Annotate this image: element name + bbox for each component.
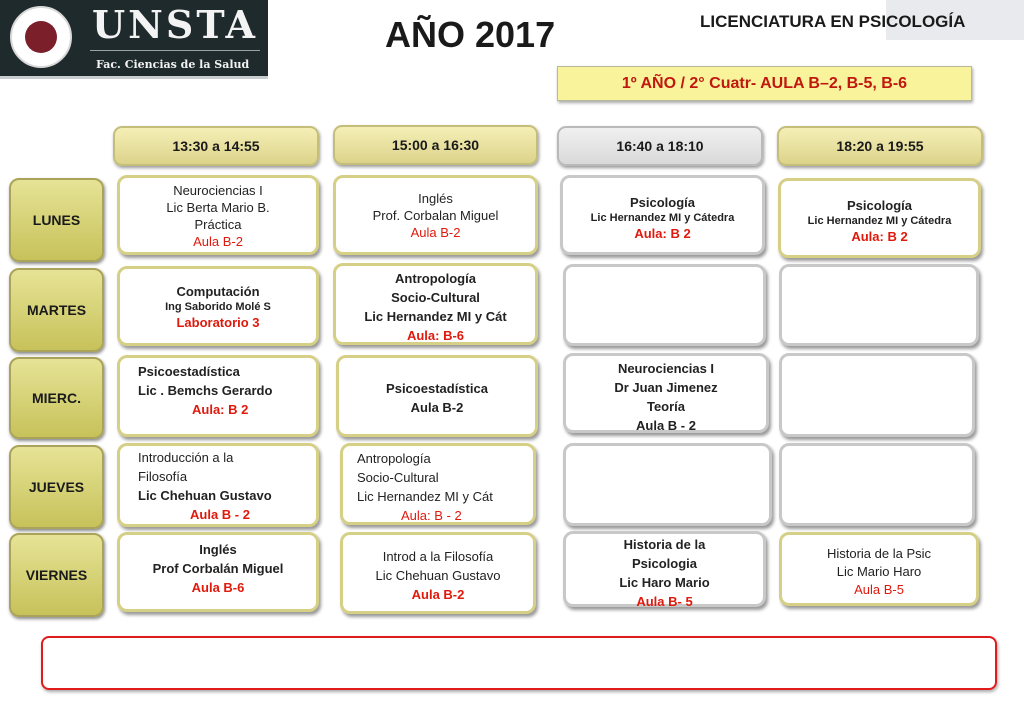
class-teacher: Lic Chehuan Gustavo [138, 488, 272, 503]
class-teacher: Lic Hernandez MI y Cátedra [807, 215, 952, 227]
class-teacher: Lic Berta Mario B. [166, 200, 270, 215]
year-title: AÑO 2017 [385, 14, 556, 55]
class-cell-martes-1 [117, 266, 319, 346]
class-room: Aula: B 2 [192, 402, 249, 417]
notes-box [41, 636, 997, 690]
class-cell-viernes-2 [340, 532, 536, 614]
time-slot-2: 15:00 a 16:30 [333, 125, 538, 165]
class-subject: Psicoestadística [386, 381, 488, 396]
class-type: Práctica [194, 217, 242, 232]
class-subject: Historia de la [623, 537, 706, 552]
class-room: Aula B-6 [191, 580, 245, 595]
class-subject: Neurociencias I [617, 361, 715, 376]
class-room: Aula B-2 [193, 234, 243, 249]
time-slot-4: 18:20 a 19:55 [777, 126, 983, 166]
class-subject-cont: Socio-Cultural [391, 290, 480, 305]
class-room: Aula: B 2 [851, 229, 908, 244]
class-cell-martes-2 [333, 263, 538, 345]
class-cell-martes-3-empty [563, 264, 766, 346]
class-room: Aula B-2 [410, 400, 464, 415]
class-subject: Introd a la Filosofía [382, 549, 494, 564]
class-room: Laboratorio 3 [176, 315, 260, 330]
class-teacher: Prof Corbalán Miguel [152, 561, 284, 576]
class-subject: Historia de la Psic [826, 546, 932, 561]
class-cell-viernes-3 [563, 531, 766, 607]
day-martes: MARTES [9, 268, 104, 352]
class-cell-viernes-1 [117, 532, 319, 612]
class-room: Aula B - 2 [190, 507, 250, 522]
class-teacher: Lic . Bemchs Gerardo [138, 383, 273, 398]
class-type: Teoría [646, 399, 686, 414]
class-cell-miercoles-4-empty [779, 353, 975, 437]
class-subject: Inglés [418, 191, 453, 206]
class-subject: Antropología [357, 451, 431, 466]
class-cell-lunes-1 [117, 175, 319, 255]
career-title: LICENCIATURA EN PSICOLOGÍA [700, 12, 966, 31]
class-room: Aula B - 2 [636, 418, 696, 433]
day-viernes: VIERNES [9, 533, 104, 617]
class-teacher: Lic Hernandez MI y Cát [357, 489, 493, 504]
faculty-name: Fac. Ciencias de la Salud [96, 58, 250, 71]
university-seal-icon [10, 6, 72, 68]
class-room: Aula B- 5 [636, 594, 693, 609]
class-subject: Psicoestadística [138, 364, 240, 379]
class-teacher: Lic Haro Mario [619, 575, 710, 590]
class-subject: Introducción a la [138, 450, 234, 465]
class-cell-martes-4-empty [779, 264, 979, 346]
logo-divider [90, 50, 260, 51]
class-cell-lunes-3 [560, 175, 765, 255]
class-room: Aula: B - 2 [401, 508, 462, 523]
class-teacher: Dr Juan Jimenez [614, 380, 718, 395]
day-lunes: LUNES [9, 178, 104, 262]
class-cell-jueves-1 [117, 443, 319, 527]
class-teacher: Prof. Corbalan Miguel [372, 208, 499, 223]
class-cell-jueves-2 [340, 443, 536, 525]
class-subject: Computación [176, 284, 260, 299]
class-subject-cont: Filosofía [138, 469, 188, 484]
class-cell-lunes-4 [778, 178, 981, 258]
class-room: Aula B-5 [854, 582, 904, 597]
class-room: Aula: B-6 [406, 328, 465, 343]
class-cell-miercoles-1 [117, 355, 319, 437]
class-teacher: Ing Saborido Molé S [165, 301, 271, 313]
time-slot-3: 16:40 a 18:10 [557, 126, 763, 166]
class-subject-cont: Socio-Cultural [357, 470, 439, 485]
university-name: UNSTA [92, 2, 258, 47]
course-banner: 1º AÑO / 2° Cuatr- AULA B–2, B-5, B-6 [557, 66, 972, 101]
day-jueves: JUEVES [9, 445, 104, 529]
time-slot-1: 13:30 a 14:55 [113, 126, 319, 166]
day-miercoles: MIERC. [9, 357, 104, 439]
class-cell-jueves-3-empty [563, 443, 772, 526]
class-teacher: Lic Hernandez MI y Cát [364, 309, 507, 324]
class-subject: Inglés [199, 542, 237, 557]
class-cell-jueves-4-empty [779, 443, 975, 526]
class-teacher: Lic Hernandez MI y Cátedra [590, 212, 735, 224]
class-subject-cont: Psicologia [631, 556, 698, 571]
class-room: Aula B-2 [410, 225, 461, 240]
class-teacher: Lic Chehuan Gustavo [375, 568, 501, 583]
class-room: Aula: B 2 [634, 226, 691, 241]
class-subject: Neurociencias I [173, 183, 263, 198]
class-cell-viernes-4 [779, 532, 979, 606]
class-teacher: Lic Mario Haro [836, 564, 922, 579]
class-subject: Antropología [395, 271, 476, 286]
university-logo [0, 0, 268, 79]
class-room: Aula B-2 [411, 587, 465, 602]
class-cell-lunes-2 [333, 175, 538, 255]
class-cell-miercoles-3 [563, 353, 769, 433]
class-cell-miercoles-2 [336, 355, 538, 437]
class-subject: Psicología [629, 195, 696, 210]
class-subject: Psicología [846, 198, 913, 213]
